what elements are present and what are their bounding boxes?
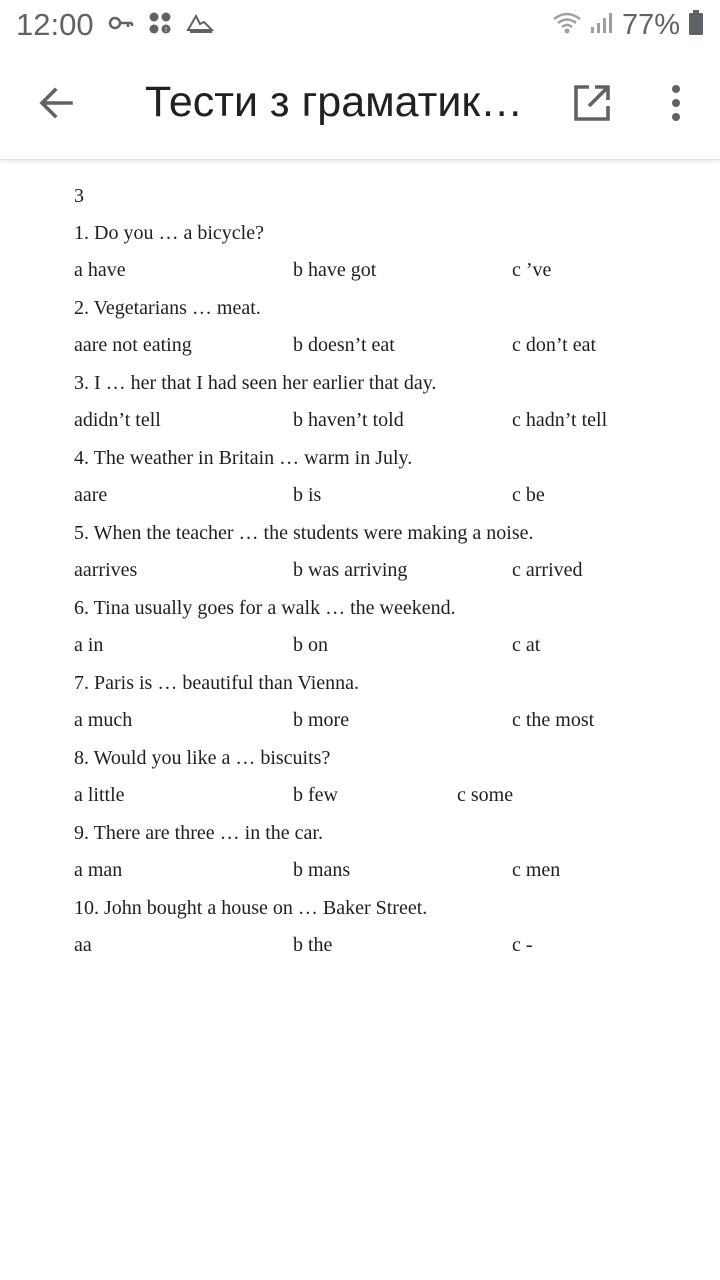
status-bar-left xyxy=(16,7,214,43)
answer-options xyxy=(74,931,694,969)
option-c: c don’t eat xyxy=(512,334,597,356)
question-text: 3. I … her that I had seen her earlier that day. xyxy=(74,372,437,394)
more-vert-icon xyxy=(670,85,682,125)
question-text: 5. When the teacher … the students were making a noise. xyxy=(74,522,534,544)
answer-options xyxy=(74,856,694,894)
battery-percent: 77% xyxy=(621,8,680,41)
apps-badge-icon xyxy=(148,11,172,39)
vpn-key-icon xyxy=(108,13,134,37)
option-b: b mans xyxy=(293,859,351,881)
question-text: 6. Tina usually goes for a walk … the weekend. xyxy=(74,597,456,619)
question-text: 1. Do you … a bicycle? xyxy=(74,222,264,244)
answer-options xyxy=(74,406,694,444)
more-options-button[interactable] xyxy=(644,73,708,137)
status-bar xyxy=(0,0,720,50)
option-c: c at xyxy=(512,634,541,656)
question-text: 4. The weather in Britain … warm in July. xyxy=(74,447,413,469)
question-text: 7. Paris is … beautiful than Vienna. xyxy=(74,672,360,694)
option-c: c ’ve xyxy=(512,259,552,281)
back-arrow-icon xyxy=(38,85,74,125)
option-a: aare not eating xyxy=(74,334,192,356)
answer-options xyxy=(74,256,694,294)
option-a: aa xyxy=(74,934,92,956)
battery-icon xyxy=(688,10,704,40)
option-c: c the most xyxy=(512,709,595,731)
back-button[interactable] xyxy=(24,73,88,137)
option-b: b have got xyxy=(293,259,377,281)
answer-options xyxy=(74,706,694,744)
status-time: 12:00 xyxy=(16,7,94,42)
question-text: 2. Vegetarians … meat. xyxy=(74,297,261,319)
answer-options xyxy=(74,481,694,519)
signal-icon xyxy=(590,11,614,39)
option-b: b few xyxy=(293,784,338,806)
option-a: a much xyxy=(74,709,133,731)
open-in-new-button[interactable] xyxy=(560,73,624,137)
question-text: 9. There are three … in the car. xyxy=(74,822,323,844)
option-c: c men xyxy=(512,859,561,881)
question-text: 10. John bought a house on … Baker Street. xyxy=(74,897,428,919)
option-b: b is xyxy=(293,484,322,506)
document-title: Тести з граматик… xyxy=(145,78,524,126)
option-a: adidn’t tell xyxy=(74,409,161,431)
option-b: b the xyxy=(293,934,333,956)
option-b: b on xyxy=(293,634,328,656)
answer-options xyxy=(74,631,694,669)
option-a: aare xyxy=(74,484,108,506)
option-c: c - xyxy=(512,934,533,956)
app-bar xyxy=(0,50,720,160)
option-b: b haven’t told xyxy=(293,409,404,431)
option-c: c some xyxy=(457,784,514,806)
option-a: a have xyxy=(74,259,126,281)
option-b: b more xyxy=(293,709,350,731)
svg-text:!: ! xyxy=(164,26,167,34)
option-c: c hadn’t tell xyxy=(512,409,608,431)
option-c: c be xyxy=(512,484,545,506)
answer-options xyxy=(74,781,694,819)
open-in-new-icon xyxy=(573,84,611,126)
option-a: a in xyxy=(74,634,104,656)
answer-options xyxy=(74,556,694,594)
option-b: b doesn’t eat xyxy=(293,334,395,356)
page-number: 3 xyxy=(74,185,84,207)
notification-icon xyxy=(186,12,214,38)
option-a: a man xyxy=(74,859,123,881)
answer-options xyxy=(74,331,694,369)
option-a: a little xyxy=(74,784,125,806)
document-page xyxy=(74,182,694,969)
wifi-icon xyxy=(552,11,582,39)
option-c: c arrived xyxy=(512,559,583,581)
question-text: 8. Would you like a … biscuits? xyxy=(74,747,331,769)
status-bar-right xyxy=(552,9,704,42)
option-a: aarrives xyxy=(74,559,138,581)
option-b: b was arriving xyxy=(293,559,408,581)
